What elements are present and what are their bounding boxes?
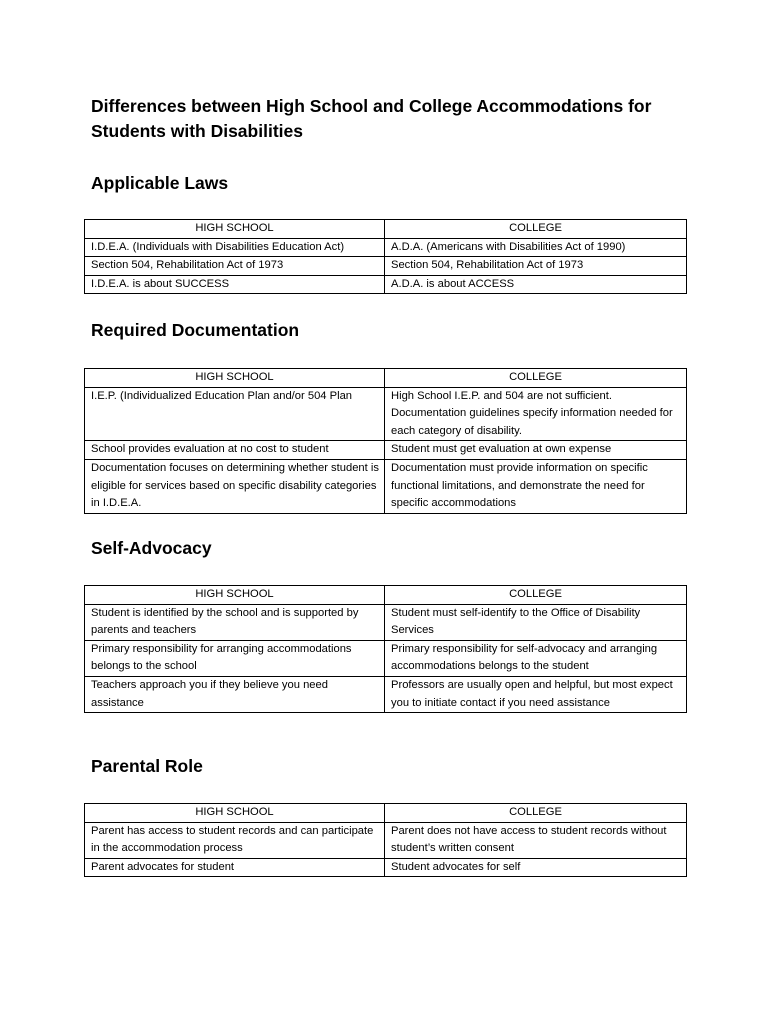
table-header-row bbox=[85, 586, 687, 605]
column-header-high-school: HIGH SCHOOL bbox=[85, 804, 385, 823]
table-row bbox=[85, 640, 687, 676]
column-header-high-school: HIGH SCHOOL bbox=[85, 220, 385, 239]
college-cell: A.D.A. (Americans with Disabilities Act of 1990) bbox=[385, 238, 687, 257]
college-cell: High School I.E.P. and 504 are not sufficient. Documentation guidelines specify information needed for each category of disability. bbox=[385, 387, 687, 441]
table-row bbox=[85, 275, 687, 294]
table-row bbox=[85, 858, 687, 877]
table-row bbox=[85, 441, 687, 460]
college-cell: Student advocates for self bbox=[385, 858, 687, 877]
required-documentation-table bbox=[84, 368, 687, 514]
table-row bbox=[85, 604, 687, 640]
high-school-cell: Documentation focuses on determining whether student is eligible for services based on specific disability categories in I.D.E.A. bbox=[85, 459, 385, 513]
table-header-row bbox=[85, 369, 687, 388]
section-heading-parental-role: Parental Role bbox=[91, 756, 203, 776]
table-row bbox=[85, 459, 687, 513]
college-cell: Section 504, Rehabilitation Act of 1973 bbox=[385, 257, 687, 276]
table-row bbox=[85, 257, 687, 276]
table-row bbox=[85, 238, 687, 257]
high-school-cell: Parent advocates for student bbox=[85, 858, 385, 877]
section-heading-self-advocacy: Self-Advocacy bbox=[91, 538, 212, 558]
college-cell: Student must get evaluation at own expense bbox=[385, 441, 687, 460]
high-school-cell: Teachers approach you if they believe you need assistance bbox=[85, 676, 385, 712]
high-school-cell: I.D.E.A. (Individuals with Disabilities Education Act) bbox=[85, 238, 385, 257]
high-school-cell: I.D.E.A. is about SUCCESS bbox=[85, 275, 385, 294]
table-row bbox=[85, 822, 687, 858]
column-header-college: COLLEGE bbox=[385, 369, 687, 388]
section-heading-applicable-laws: Applicable Laws bbox=[91, 173, 229, 193]
parental-role-table bbox=[84, 803, 687, 877]
column-header-college: COLLEGE bbox=[385, 804, 687, 823]
table-row bbox=[85, 387, 687, 441]
college-cell: Documentation must provide information on specific functional limitations, and demonstrate the need for specific accommodations bbox=[385, 459, 687, 513]
table-row bbox=[85, 676, 687, 712]
document-title: Differences between High School and College Accommodations for Students with Disabilities bbox=[91, 96, 652, 141]
high-school-cell: School provides evaluation at no cost to student bbox=[85, 441, 385, 460]
college-cell: Primary responsibility for self-advocacy and arranging accommodations belongs to the student bbox=[385, 640, 687, 676]
column-header-high-school: HIGH SCHOOL bbox=[85, 586, 385, 605]
column-header-college: COLLEGE bbox=[385, 220, 687, 239]
high-school-cell: I.E.P. (Individualized Education Plan and/or 504 Plan bbox=[85, 387, 385, 441]
high-school-cell: Student is identified by the school and is supported by parents and teachers bbox=[85, 604, 385, 640]
section-heading-required-documentation: Required Documentation bbox=[91, 320, 300, 340]
high-school-cell: Parent has access to student records and can participate in the accommodation process bbox=[85, 822, 385, 858]
table-header-row bbox=[85, 804, 687, 823]
college-cell: Parent does not have access to student records without student’s written consent bbox=[385, 822, 687, 858]
college-cell: A.D.A. is about ACCESS bbox=[385, 275, 687, 294]
college-cell: Student must self-identify to the Office of Disability Services bbox=[385, 604, 687, 640]
table-header-row bbox=[85, 220, 687, 239]
college-cell: Professors are usually open and helpful, but most expect you to initiate contact if you need assistance bbox=[385, 676, 687, 712]
high-school-cell: Primary responsibility for arranging accommodations belongs to the school bbox=[85, 640, 385, 676]
column-header-high-school: HIGH SCHOOL bbox=[85, 369, 385, 388]
high-school-cell: Section 504, Rehabilitation Act of 1973 bbox=[85, 257, 385, 276]
self-advocacy-table bbox=[84, 585, 687, 713]
column-header-college: COLLEGE bbox=[385, 586, 687, 605]
applicable-laws-table bbox=[84, 219, 687, 294]
